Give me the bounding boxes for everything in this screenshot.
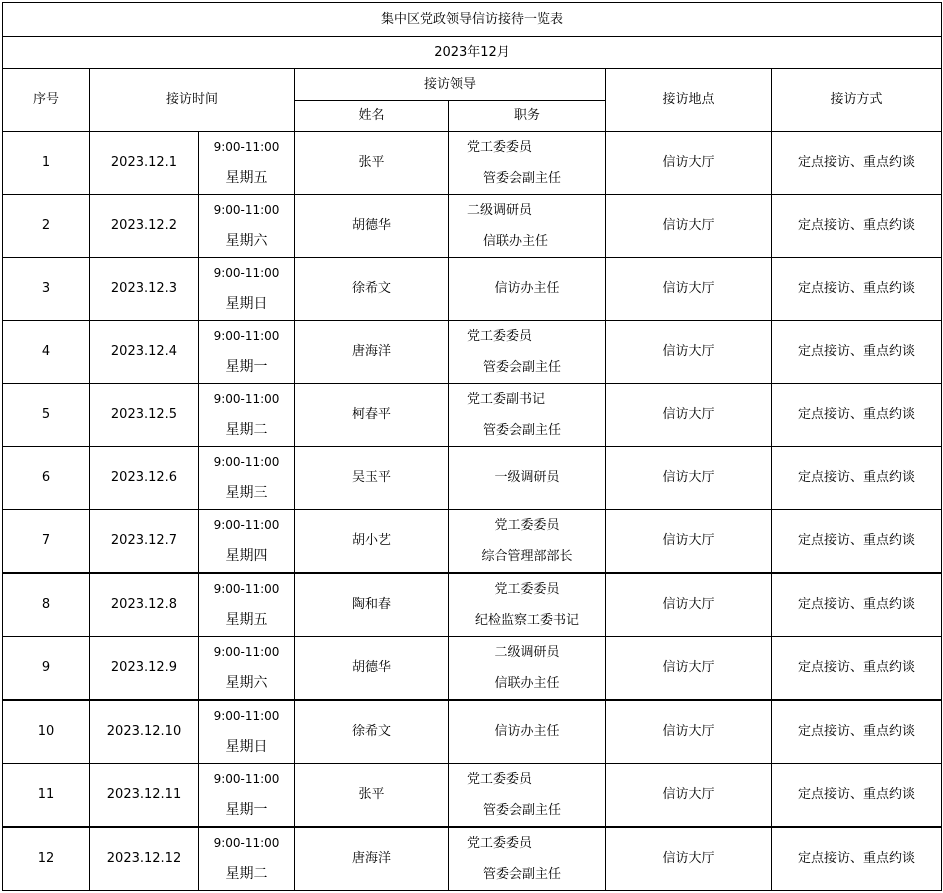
row-place: 信访大厅: [606, 321, 772, 384]
row-leader-name: 胡小艺: [295, 510, 449, 574]
row-place: 信访大厅: [606, 637, 772, 701]
row-leader-name: 唐海洋: [295, 827, 449, 891]
table-month: 2023年12月: [3, 37, 942, 69]
row-position-line-2: 管委会副主任: [483, 867, 562, 882]
row-time: [199, 321, 295, 384]
row-method: 定点接访、重点约谈: [772, 827, 942, 891]
row-index: 8: [3, 573, 90, 637]
row-hours: 9:00-11:00: [213, 582, 280, 596]
row-place: 信访大厅: [606, 827, 772, 891]
row-time: [199, 637, 295, 701]
row-place: 信访大厅: [606, 195, 772, 258]
row-method: 定点接访、重点约谈: [772, 384, 942, 447]
row-position-line-2: 信联办主任: [483, 234, 549, 249]
row-index: 5: [3, 384, 90, 447]
row-position-line-1: 党工委委员: [494, 582, 560, 597]
row-position-line-1: 二级调研员: [494, 645, 560, 660]
row-hours: 9:00-11:00: [213, 329, 280, 343]
row-weekday: 星期日: [225, 739, 268, 755]
header-index: 序号: [3, 69, 90, 132]
row-index: 7: [3, 510, 90, 574]
row-position-line-1: 信访办主任: [494, 724, 560, 739]
row-leader-name: 徐希文: [295, 258, 449, 321]
row-position: [449, 384, 606, 447]
row-position-line-1: 党工委委员: [494, 518, 560, 533]
header-time: 接访时间: [90, 69, 295, 132]
row-time: [199, 195, 295, 258]
row-date: 2023.12.2: [90, 195, 199, 258]
row-hours: 9:00-11:00: [213, 392, 280, 406]
row-method: 定点接访、重点约谈: [772, 258, 942, 321]
row-date: 2023.12.10: [90, 700, 199, 764]
row-method: 定点接访、重点约谈: [772, 510, 942, 574]
row-place: 信访大厅: [606, 764, 772, 828]
row-leader-name: 柯春平: [295, 384, 449, 447]
row-date: 2023.12.5: [90, 384, 199, 447]
row-position: [449, 827, 606, 891]
row-weekday: 星期六: [225, 233, 268, 249]
row-position-line-2: 纪检监察工委书记: [474, 613, 579, 628]
row-method: 定点接访、重点约谈: [772, 321, 942, 384]
row-index: 2: [3, 195, 90, 258]
table-row: [3, 510, 942, 574]
row-position-line-1: 党工委委员: [467, 836, 533, 851]
row-weekday: 星期日: [225, 296, 268, 312]
table-row: [3, 447, 942, 510]
row-date: 2023.12.11: [90, 764, 199, 828]
header-place: 接访地点: [606, 69, 772, 132]
table-row: [3, 384, 942, 447]
row-position: [449, 132, 606, 195]
row-position: [449, 764, 606, 828]
row-date: 2023.12.3: [90, 258, 199, 321]
row-weekday: 星期二: [225, 866, 268, 882]
table-row: [3, 827, 942, 891]
table-row: [3, 321, 942, 384]
row-date: 2023.12.6: [90, 447, 199, 510]
row-index: 6: [3, 447, 90, 510]
row-weekday: 星期一: [225, 802, 268, 818]
row-leader-name: 胡德华: [295, 195, 449, 258]
row-leader-name: 张平: [295, 764, 449, 828]
row-place: 信访大厅: [606, 573, 772, 637]
row-position: [449, 510, 606, 574]
row-weekday: 星期一: [225, 359, 268, 375]
row-hours: 9:00-11:00: [213, 140, 280, 154]
row-time: [199, 447, 295, 510]
row-index: 3: [3, 258, 90, 321]
row-method: 定点接访、重点约谈: [772, 700, 942, 764]
row-position-line-1: 信访办主任: [494, 281, 560, 296]
row-time: [199, 510, 295, 574]
row-date: 2023.12.9: [90, 637, 199, 701]
row-date: 2023.12.7: [90, 510, 199, 574]
row-weekday: 星期五: [225, 170, 268, 186]
table-row: [3, 700, 942, 764]
row-place: 信访大厅: [606, 447, 772, 510]
row-hours: 9:00-11:00: [213, 455, 280, 469]
row-position-line-2: 管委会副主任: [483, 360, 562, 375]
row-date: 2023.12.4: [90, 321, 199, 384]
header-method: 接访方式: [772, 69, 942, 132]
row-method: 定点接访、重点约谈: [772, 447, 942, 510]
table-title: 集中区党政领导信访接待一览表: [3, 3, 942, 37]
row-place: 信访大厅: [606, 700, 772, 764]
row-leader-name: 唐海洋: [295, 321, 449, 384]
row-index: 12: [3, 827, 90, 891]
row-weekday: 星期二: [225, 422, 268, 438]
row-position: [449, 321, 606, 384]
row-weekday: 星期六: [225, 675, 268, 691]
row-index: 1: [3, 132, 90, 195]
row-method: 定点接访、重点约谈: [772, 573, 942, 637]
header-position: 职务: [449, 101, 606, 132]
row-hours: 9:00-11:00: [213, 709, 280, 723]
header-leader-group: 接访领导: [295, 69, 606, 101]
row-index: 10: [3, 700, 90, 764]
row-position-line-1: 党工委委员: [467, 329, 533, 344]
row-position-line-2: 管委会副主任: [483, 171, 562, 186]
row-hours: 9:00-11:00: [213, 836, 280, 850]
row-date: 2023.12.8: [90, 573, 199, 637]
table-row: [3, 573, 942, 637]
row-hours: 9:00-11:00: [213, 518, 280, 532]
row-position-line-2: 信联办主任: [494, 676, 560, 691]
row-leader-name: 徐希文: [295, 700, 449, 764]
row-weekday: 星期五: [225, 612, 268, 628]
row-position: [449, 637, 606, 701]
row-hours: 9:00-11:00: [213, 772, 280, 786]
row-date: 2023.12.1: [90, 132, 199, 195]
row-place: 信访大厅: [606, 132, 772, 195]
row-place: 信访大厅: [606, 384, 772, 447]
row-position: [449, 258, 606, 321]
reception-schedule-table: [2, 2, 942, 891]
row-place: 信访大厅: [606, 258, 772, 321]
row-leader-name: 吴玉平: [295, 447, 449, 510]
row-position: [449, 573, 606, 637]
row-date: 2023.12.12: [90, 827, 199, 891]
row-time: [199, 573, 295, 637]
row-method: 定点接访、重点约谈: [772, 637, 942, 701]
row-hours: 9:00-11:00: [213, 266, 280, 280]
row-time: [199, 700, 295, 764]
row-leader-name: 胡德华: [295, 637, 449, 701]
row-index: 9: [3, 637, 90, 701]
row-position-line-1: 党工委委员: [467, 140, 533, 155]
row-leader-name: 陶和春: [295, 573, 449, 637]
row-index: 11: [3, 764, 90, 828]
row-method: 定点接访、重点约谈: [772, 195, 942, 258]
row-hours: 9:00-11:00: [213, 203, 280, 217]
row-method: 定点接访、重点约谈: [772, 764, 942, 828]
table-row: [3, 637, 942, 701]
row-place: 信访大厅: [606, 510, 772, 574]
row-time: [199, 132, 295, 195]
table-row: [3, 764, 942, 828]
table-row: [3, 195, 942, 258]
row-position-line-2: 综合管理部部长: [481, 549, 573, 564]
row-weekday: 星期四: [225, 548, 268, 564]
row-leader-name: 张平: [295, 132, 449, 195]
row-position-line-1: 党工委委员: [467, 772, 533, 787]
table-row: [3, 132, 942, 195]
row-position-line-1: 党工委副书记: [467, 392, 546, 407]
row-method: 定点接访、重点约谈: [772, 132, 942, 195]
table-row: [3, 258, 942, 321]
row-position: [449, 700, 606, 764]
row-position: [449, 447, 606, 510]
row-time: [199, 764, 295, 828]
row-index: 4: [3, 321, 90, 384]
row-weekday: 星期三: [225, 485, 268, 501]
row-position-line-1: 一级调研员: [494, 470, 560, 485]
row-time: [199, 384, 295, 447]
row-hours: 9:00-11:00: [213, 645, 280, 659]
row-position-line-2: 管委会副主任: [483, 423, 562, 438]
header-name: 姓名: [295, 101, 449, 132]
row-time: [199, 258, 295, 321]
row-position-line-2: 管委会副主任: [483, 803, 562, 818]
row-position-line-1: 二级调研员: [467, 203, 533, 218]
row-position: [449, 195, 606, 258]
row-time: [199, 827, 295, 891]
